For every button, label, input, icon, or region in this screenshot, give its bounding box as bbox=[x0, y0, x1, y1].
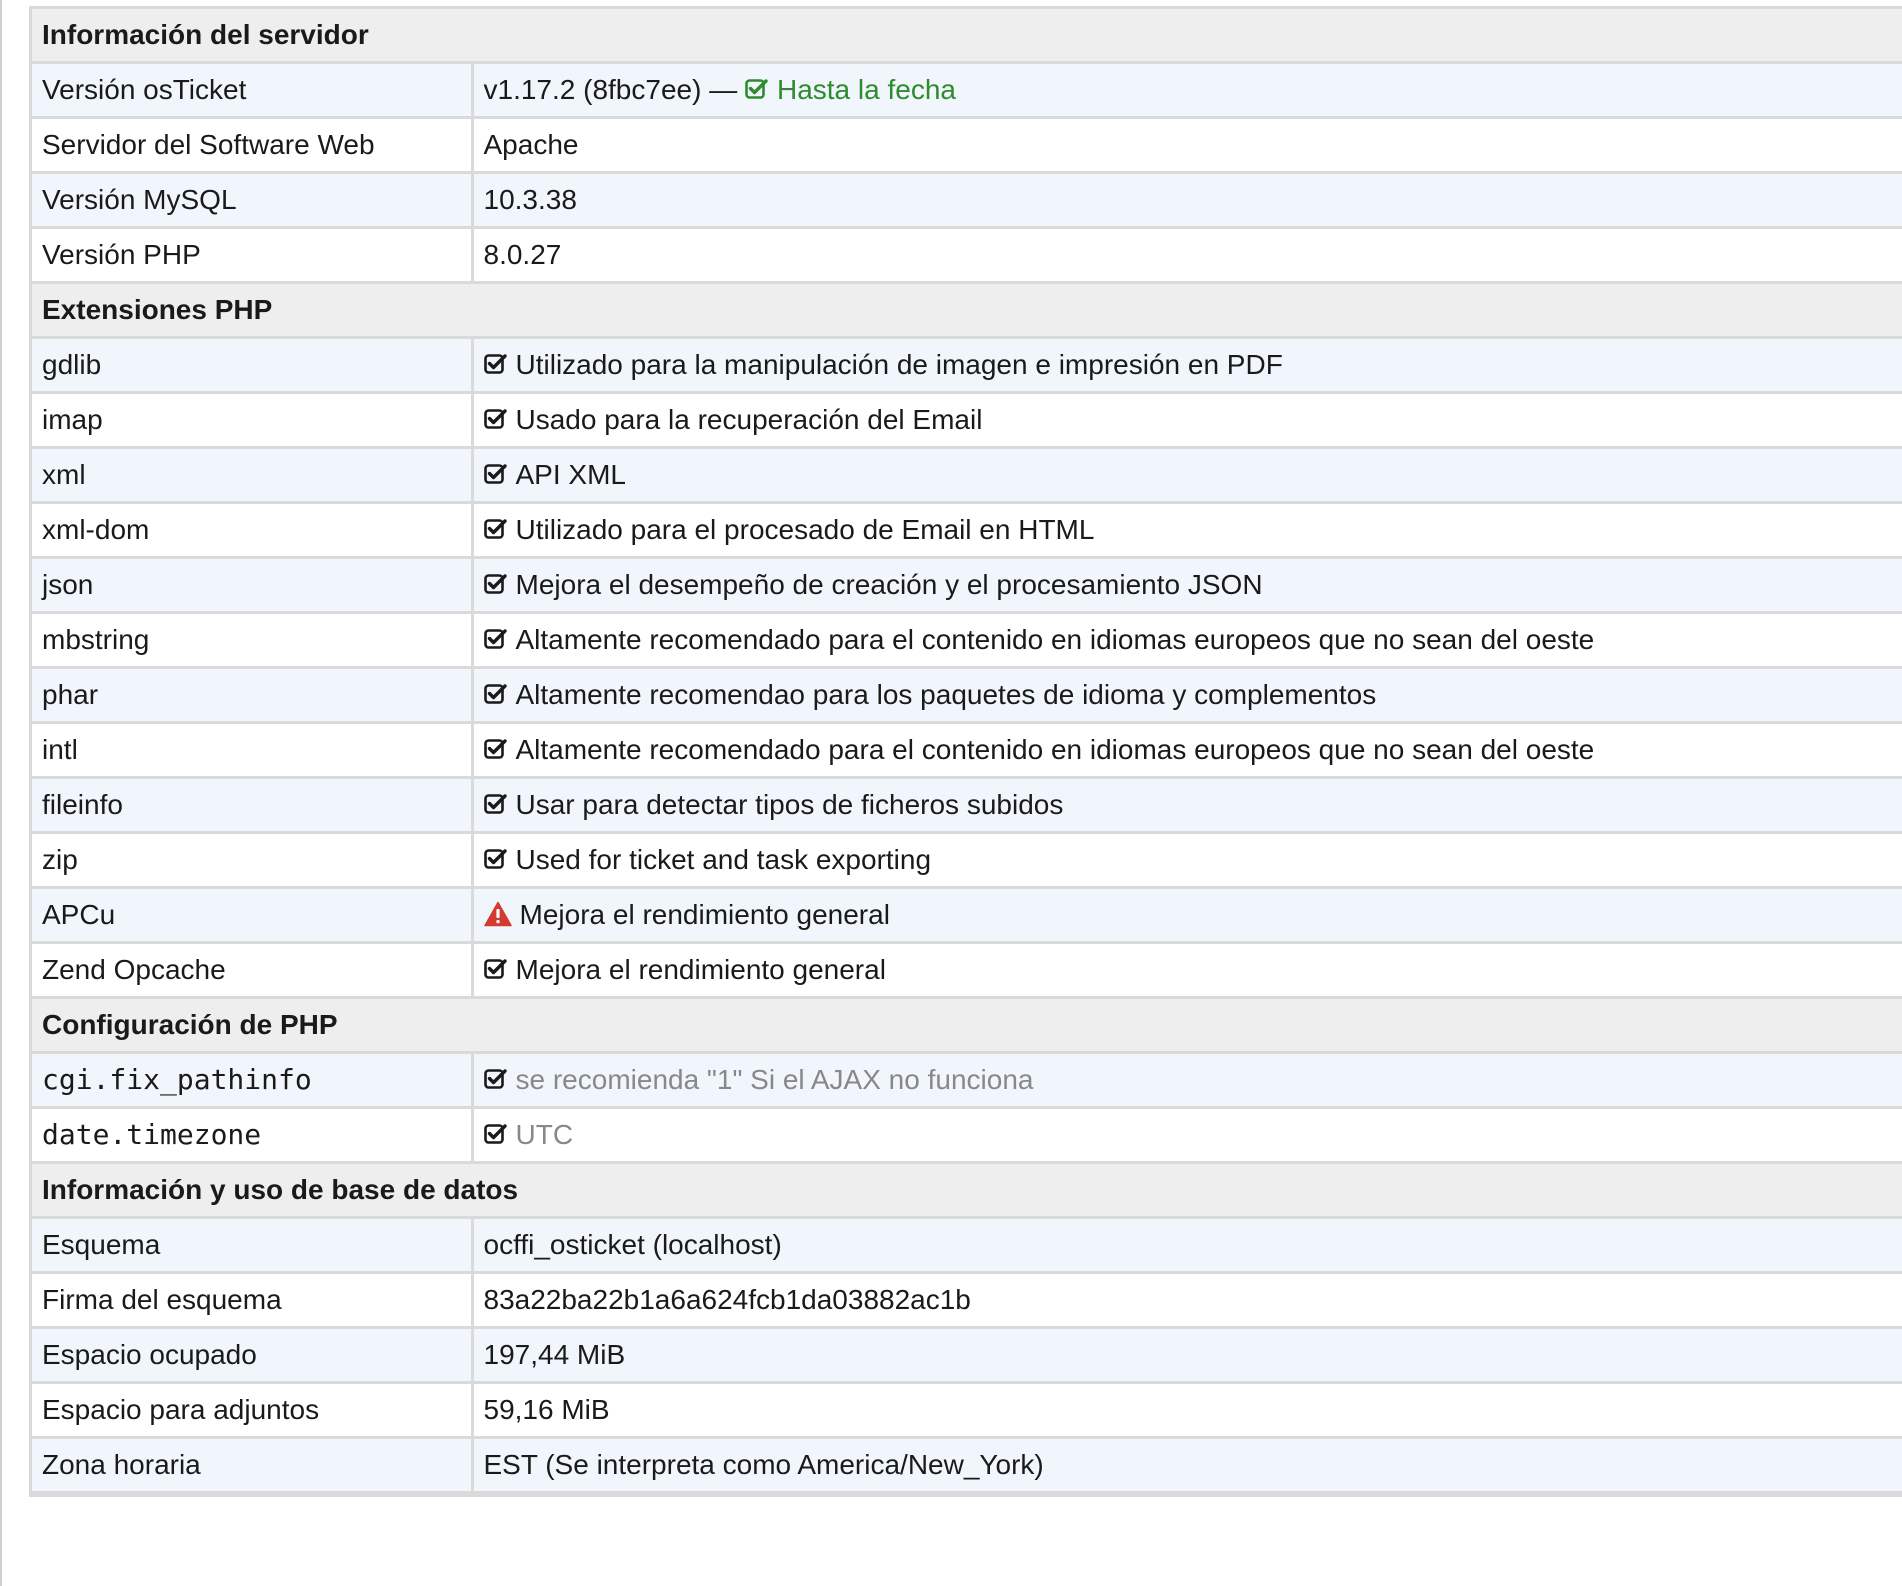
extension-name: xml bbox=[32, 448, 472, 503]
extension-desc: Usar para detectar tipos de ficheros subidos bbox=[515, 789, 1064, 820]
row-value: ocffi_osticket (localhost) bbox=[472, 1218, 1902, 1273]
extension-desc-cell bbox=[472, 778, 1902, 833]
table-row bbox=[32, 118, 1902, 173]
config-desc-cell bbox=[472, 1053, 1902, 1108]
table-row bbox=[32, 778, 1902, 833]
extension-desc-cell bbox=[472, 338, 1902, 393]
check-square-icon bbox=[484, 1068, 508, 1090]
row-label: Espacio ocupado bbox=[32, 1328, 472, 1383]
row-label: Espacio para adjuntos bbox=[32, 1383, 472, 1438]
extension-name: intl bbox=[32, 723, 472, 778]
extension-name: xml-dom bbox=[32, 503, 472, 558]
table-row bbox=[32, 668, 1902, 723]
section-title: Información y uso de base de datos bbox=[32, 1163, 1902, 1218]
row-label: Zona horaria bbox=[32, 1438, 472, 1493]
check-square-icon bbox=[484, 958, 508, 980]
extension-desc-cell bbox=[472, 833, 1902, 888]
table-row bbox=[32, 1383, 1902, 1438]
extension-desc: Mejora el rendimiento general bbox=[519, 899, 890, 930]
extension-name: Zend Opcache bbox=[32, 943, 472, 998]
check-square-icon bbox=[484, 628, 508, 650]
check-square-icon bbox=[484, 408, 508, 430]
section-title: Extensiones PHP bbox=[32, 283, 1902, 338]
extension-desc-cell bbox=[472, 668, 1902, 723]
table-row bbox=[32, 833, 1902, 888]
row-value: 8.0.27 bbox=[472, 228, 1902, 283]
table-row bbox=[32, 1053, 1902, 1108]
version-text: v1.17.2 (8fbc7ee) — bbox=[483, 74, 745, 105]
check-square-icon bbox=[484, 463, 508, 485]
table-row bbox=[32, 503, 1902, 558]
config-key: cgi.fix_pathinfo bbox=[32, 1053, 472, 1108]
row-value: 83a22ba22b1a6a624fcb1da03882ac1b bbox=[472, 1273, 1902, 1328]
row-value: 197,44 MiB bbox=[472, 1328, 1902, 1383]
table-row bbox=[32, 558, 1902, 613]
row-value: 59,16 MiB bbox=[472, 1383, 1902, 1438]
table-row bbox=[32, 448, 1902, 503]
row-label: Firma del esquema bbox=[32, 1273, 472, 1328]
table-row bbox=[32, 613, 1902, 668]
check-square-icon bbox=[484, 793, 508, 815]
section-header-extensions bbox=[32, 283, 1902, 338]
row-label: Versión MySQL bbox=[32, 173, 472, 228]
section-header-php-config bbox=[32, 998, 1902, 1053]
table-row bbox=[32, 943, 1902, 998]
section-header-database bbox=[32, 1163, 1902, 1218]
check-square-icon bbox=[484, 738, 508, 760]
row-value: EST (Se interpreta como America/New_York) bbox=[472, 1438, 1902, 1493]
extension-desc-cell bbox=[472, 723, 1902, 778]
row-label: Esquema bbox=[32, 1218, 472, 1273]
check-square-icon bbox=[745, 78, 769, 100]
row-value bbox=[472, 63, 1902, 118]
config-desc-cell bbox=[472, 1108, 1902, 1163]
row-value: Apache bbox=[472, 118, 1902, 173]
extension-desc-cell bbox=[472, 558, 1902, 613]
extension-name: fileinfo bbox=[32, 778, 472, 833]
extension-desc: Usado para la recuperación del Email bbox=[515, 404, 983, 435]
table-row bbox=[32, 888, 1902, 943]
extension-desc: Altamente recomendado para el contenido en idiomas europeos que no sean del oeste bbox=[515, 624, 1595, 655]
extension-desc: Altamente recomendado para el contenido en idiomas europeos que no sean del oeste bbox=[515, 734, 1595, 765]
row-label: Servidor del Software Web bbox=[32, 118, 472, 173]
page-left-border bbox=[0, 0, 2, 1586]
status-text: Hasta la fecha bbox=[776, 74, 956, 105]
table-row bbox=[32, 723, 1902, 778]
extension-name: phar bbox=[32, 668, 472, 723]
section-title: Información del servidor bbox=[32, 9, 1902, 63]
check-square-icon bbox=[484, 573, 508, 595]
check-square-icon bbox=[484, 683, 508, 705]
row-label: Versión PHP bbox=[32, 228, 472, 283]
extension-name: json bbox=[32, 558, 472, 613]
table-row bbox=[32, 63, 1902, 118]
extension-name: imap bbox=[32, 393, 472, 448]
extension-desc: API XML bbox=[515, 459, 626, 490]
table-row bbox=[32, 1438, 1902, 1493]
config-desc: UTC bbox=[515, 1119, 574, 1150]
extension-desc-cell bbox=[472, 888, 1902, 943]
system-info-panel bbox=[29, 6, 1902, 1497]
extension-desc: Altamente recomendao para los paquetes de idioma y complementos bbox=[515, 679, 1377, 710]
extension-desc-cell bbox=[472, 448, 1902, 503]
row-value: 10.3.38 bbox=[472, 173, 1902, 228]
config-key: date.timezone bbox=[32, 1108, 472, 1163]
table-row bbox=[32, 1273, 1902, 1328]
table-row bbox=[32, 1328, 1902, 1383]
extension-desc-cell bbox=[472, 943, 1902, 998]
extension-desc: Utilizado para el procesado de Email en HTML bbox=[515, 514, 1095, 545]
config-desc: se recomienda "1" Si el AJAX no funciona bbox=[515, 1064, 1034, 1095]
extension-name: mbstring bbox=[32, 613, 472, 668]
row-label: Versión osTicket bbox=[32, 63, 472, 118]
table-row bbox=[32, 173, 1902, 228]
up-to-date-status bbox=[745, 74, 956, 105]
check-square-icon bbox=[484, 518, 508, 540]
extension-desc: Utilizado para la manipulación de imagen e impresión en PDF bbox=[515, 349, 1283, 380]
extension-desc: Used for ticket and task exporting bbox=[515, 844, 932, 875]
extension-name: APCu bbox=[32, 888, 472, 943]
table-row bbox=[32, 1108, 1902, 1163]
extension-name: zip bbox=[32, 833, 472, 888]
extension-desc: Mejora el rendimiento general bbox=[515, 954, 886, 985]
table-row bbox=[32, 393, 1902, 448]
warning-icon bbox=[484, 901, 512, 927]
table-row bbox=[32, 228, 1902, 283]
table-row bbox=[32, 1218, 1902, 1273]
extension-desc: Mejora el desempeño de creación y el procesamiento JSON bbox=[515, 569, 1263, 600]
table-row bbox=[32, 338, 1902, 393]
extension-desc-cell bbox=[472, 393, 1902, 448]
check-square-icon bbox=[484, 353, 508, 375]
section-title: Configuración de PHP bbox=[32, 998, 1902, 1053]
check-square-icon bbox=[484, 848, 508, 870]
extension-desc-cell bbox=[472, 613, 1902, 668]
extension-name: gdlib bbox=[32, 338, 472, 393]
extension-desc-cell bbox=[472, 503, 1902, 558]
check-square-icon bbox=[484, 1123, 508, 1145]
system-info-table bbox=[32, 9, 1902, 1494]
section-header-server bbox=[32, 9, 1902, 63]
